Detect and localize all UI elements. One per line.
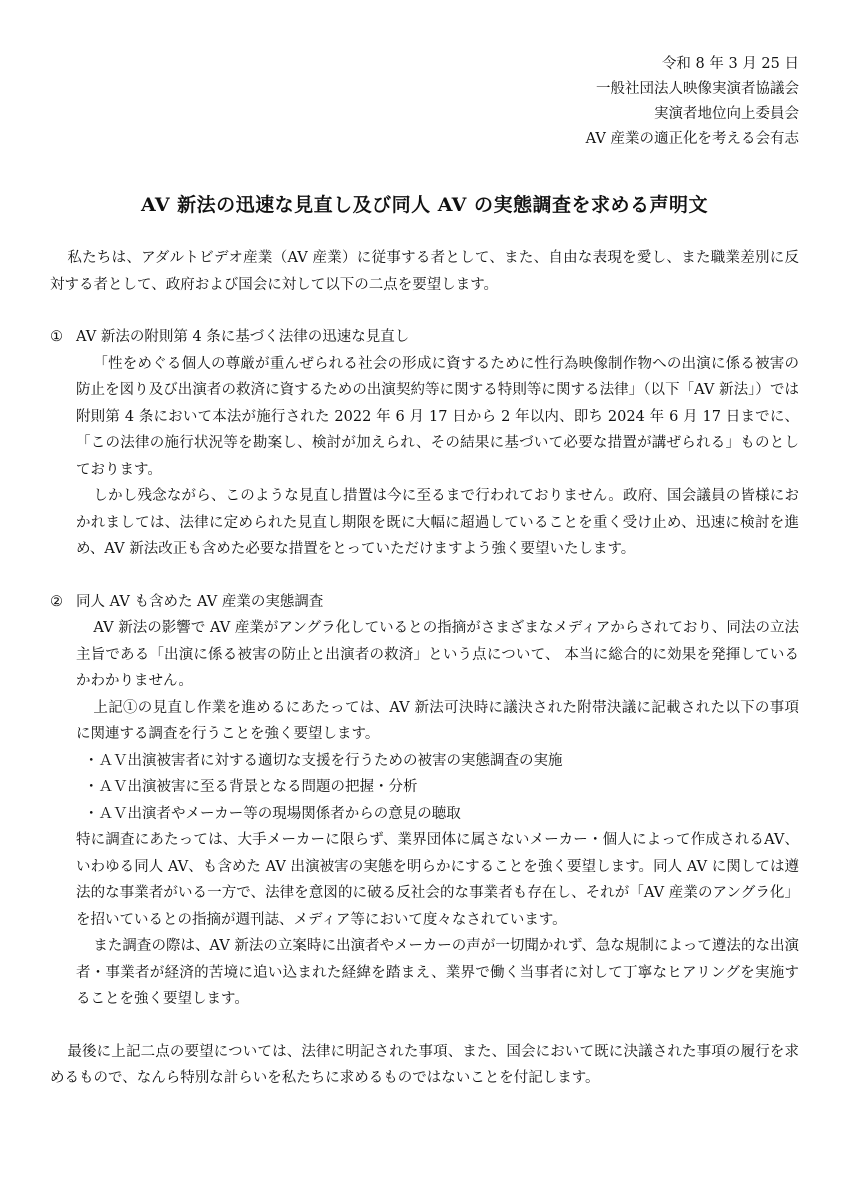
section-1-paragraph-2: しかし残念ながら、このような見直し措置は今に至るまで行われておりません。政府、国会議員の皆様におかれましては、法律に定められた見直し期限を既に大幅に超過していることを重く受け止め、迅速に検討を進め、AV 新法改正も含めた必要な措置をとっていただけますよう強く要望いたします。 [76,488,799,557]
section-2-paragraph-2: 上記①の見直し作業を進めるにあたっては、AV 新法可決時に議決された附帯決議に記載された以下の事項に関連する調査を行うことを強く要望します。 [76,699,799,742]
section-2-heading-text: 同人 AV も含めた AV 産業の実態調査 [76,593,324,610]
list-item: ・ＡＶ出演被害者に対する適切な支援を行うための被害の実態調査の実施 [84,752,563,769]
section-1-heading [50,324,799,351]
section-2-paragraph-1: AV 新法の影響で AV 産業がアングラ化しているとの指摘がさまざまなメディアからされており、同法の立法主旨である「出演に係る被害の防止と出演者の救済」という点について、 本当に総合的に効果を発揮しているかわかりません。 [76,620,799,689]
date-line: 令和 8 年 3 月 25 日 [661,56,799,72]
organization-2: 実演者地位向上委員会 [654,106,799,122]
section-1-body [50,351,799,563]
section-2-paragraph-3: 特に調査にあたっては、大手メーカーに限らず、業界団体に属さないメーカー・個人によって作成されるAV、いわゆる同人 AV、も含めた AV 出演被害の実態を明らかにすることを強く要望します。同人 AV に関しては遵法的な事業者がいる一方で、法律を意図的に破る反社会的な事業者も存在し、それが「AV 産業のアングラ化」を招いているとの指摘が週刊誌、メディア等において度々なされています。 [76,832,799,928]
organization-3: AV 産業の適正化を考える会有志 [585,131,799,147]
section-1-paragraph-1: 「性をめぐる個人の尊厳が重んぜられる社会の形成に資するために性行為映像制作物への出演に係る被害の防止を図り及び出演者の救済に資するための出演契約等に関する特則等に関する法律」（以下「AV 新法」）では附則第 4 条において本法が施行された 2022 年 6 月 17 日から 2 年以内、即ち 2024 年 6 月 17 日までに、「この法律の施行状況等を勘案し、検討が加えられ、その結果に基づいて必要な措置が講ぜられる」ものとしております。 [76,355,799,478]
section-2-number: ② [50,593,63,610]
section-1 [50,324,799,563]
section-2-heading [50,589,799,616]
intro-paragraph: 私たちは、アダルトビデオ産業（AV 産業）に従事する者として、また、自由な表現を愛し、また職業差別に反対する者として、政府および国会に対して以下の二点を要望します。 [50,250,799,293]
section-2-body [50,615,799,1013]
header-block [50,52,799,152]
section-1-number: ① [50,329,63,345]
list-item: ・ＡＶ出演被害に至る背景となる問題の把握・分析 [84,779,418,795]
section-1-heading-text: AV 新法の附則第 4 条に基づく法律の迅速な見直し [76,329,410,345]
list-item: ・ＡＶ出演者やメーカー等の現場関係者からの意見の聴取 [84,805,461,822]
section-2-paragraph-4: また調査の際は、AV 新法の立案時に出演者やメーカーの声が一切聞かれず、急な規制によって遵法的な出演者・事業者が経済的苦境に追い込まれた経緯を踏まえ、業界で働く当事者に対して丁寧なヒアリングを実施することを強く要望します。 [76,938,799,1007]
closing-paragraph: 最後に上記二点の要望については、法律に明記された事項、また、国会において既に決議された事項の履行を求めるもので、なんら特別な計らいを私たちに求めるものではないことを付記します。 [50,1043,799,1086]
section-2 [50,589,799,1013]
document-title: AV 新法の迅速な見直し及び同人 AV の実態調査を求める声明文 [140,194,709,216]
organization-1: 一般社団法人映像実演者協議会 [596,81,799,97]
survey-items-list [76,748,799,828]
